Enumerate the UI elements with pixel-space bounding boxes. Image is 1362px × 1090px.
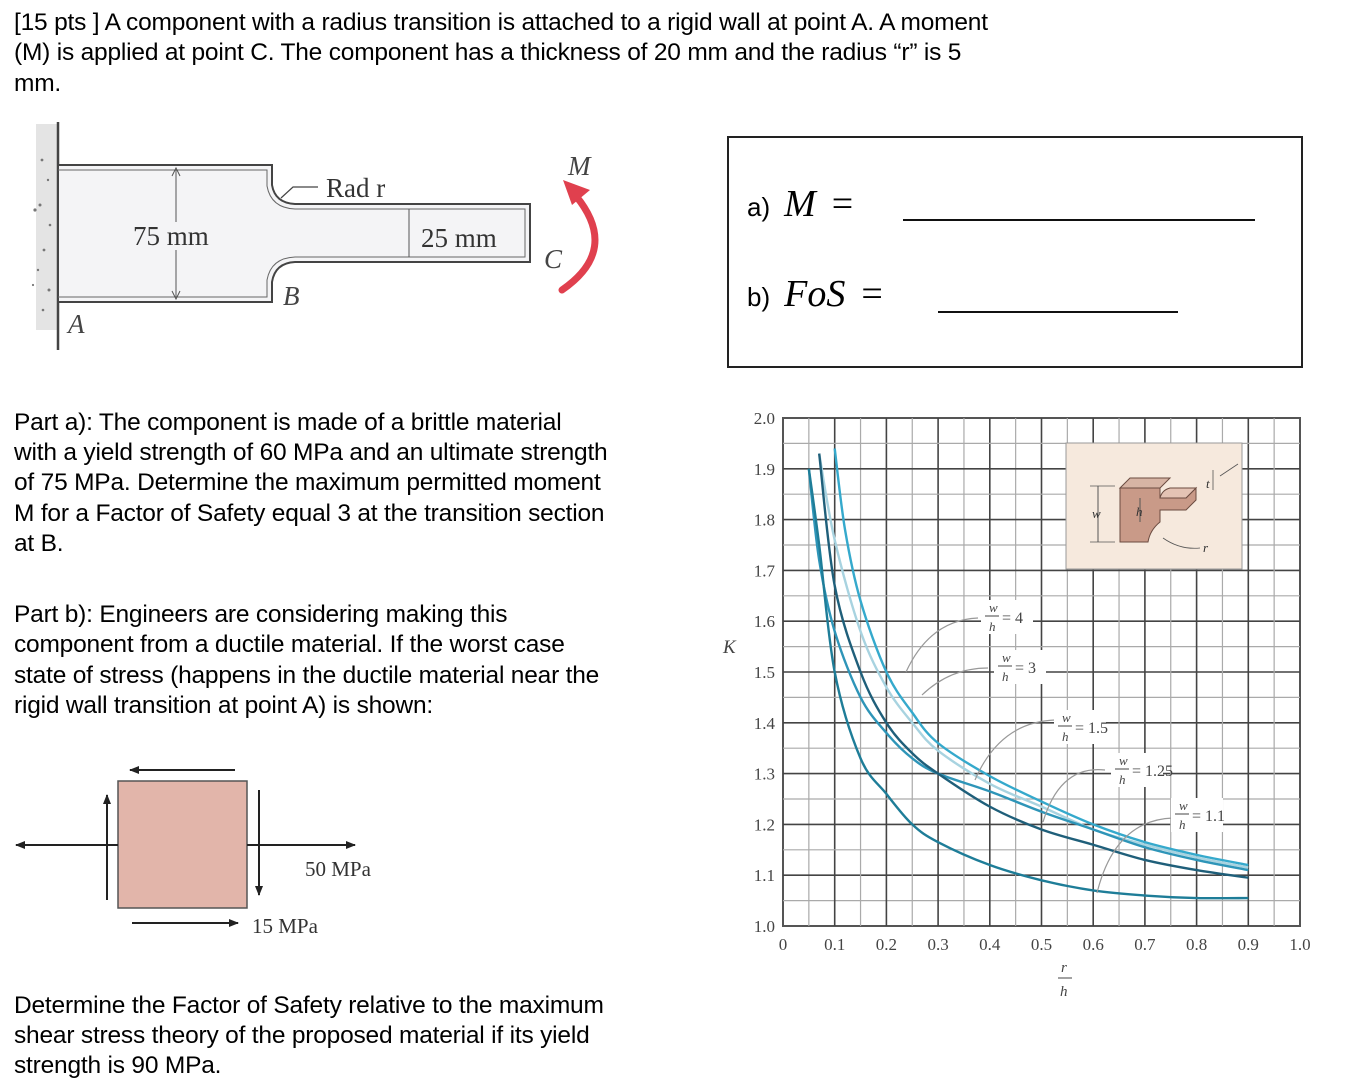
annotation-value: = 3 (1015, 660, 1037, 677)
y-tick-label: 2.0 (753, 409, 775, 428)
answer-a-blank[interactable] (903, 219, 1255, 221)
narrow-dimension-label: 25 mm (421, 223, 497, 253)
x-tick-label: 0.9 (1237, 935, 1259, 954)
y-tick-label: 1.6 (753, 612, 775, 632)
x-tick-label: 1.0 (1289, 935, 1311, 954)
annotation-h: h (1119, 772, 1126, 787)
component-diagram (0, 120, 640, 360)
y-tick-label: 1.0 (753, 917, 775, 936)
x-tick-label: 0 (778, 935, 788, 954)
annotation-w: w (1179, 798, 1188, 813)
stress-element-square (118, 781, 247, 908)
annotation-value: = 1.25 (1132, 763, 1174, 780)
x-tick-label: 0.7 (1134, 935, 1156, 954)
closing-line-2: shear stress theory of the proposed material if its yield (14, 1022, 590, 1049)
annotation-w: w (1062, 710, 1071, 725)
point-c-label: C (544, 244, 563, 274)
closing-line-1: Determine the Factor of Safety relative to the maximum (14, 992, 604, 1019)
answer-box (727, 136, 1303, 368)
annotation-h: h (1062, 729, 1069, 744)
x-axis-label-den: h (1060, 984, 1068, 1000)
x-axis-label-num: r (1061, 960, 1067, 976)
answer-a-label: a) (747, 192, 771, 222)
inset-t-label: t (1206, 476, 1210, 491)
wide-dimension-label: 75 mm (133, 221, 209, 251)
problem-header-line-1: [15 pts ] A component with a radius transition is attached to a rigid wall at point A. A moment (14, 9, 988, 36)
y-tick-label: 1.3 (753, 764, 775, 784)
inset-r-label: r (1203, 540, 1209, 555)
annotation-value: = 1.5 (1075, 720, 1109, 737)
radius-label: Rad r (326, 173, 386, 203)
y-tick-label: 1.4 (753, 713, 775, 733)
answer-b-symbol: FoS (784, 273, 846, 315)
part-a-line-3: of 75 MPa. Determine the maximum permitted moment (14, 469, 601, 496)
problem-header-line-3: mm. (14, 70, 62, 97)
y-tick-label: 1.7 (753, 561, 775, 581)
y-tick-label: 1.1 (753, 866, 775, 886)
x-tick-label: 0.8 (1185, 935, 1208, 954)
chart-inset-figure (1066, 443, 1242, 569)
annotation-w: w (1002, 650, 1011, 665)
part-b-line-2: component from a ductile material. If the worst case (14, 631, 565, 658)
closing-line-3: strength is 90 MPa. (14, 1052, 222, 1079)
y-tick-label: 1.2 (753, 815, 775, 835)
problem-header-line-2: (M) is applied at point C. The component has a thickness of 20 mm and the radius “r” is 5 (14, 39, 962, 66)
x-tick-label: 0.3 (927, 935, 949, 954)
normal-stress-label: 50 MPa (305, 857, 371, 881)
y-tick-label: 1.5 (753, 663, 775, 682)
x-tick-label: 0.2 (875, 935, 898, 954)
moment-label: M (568, 151, 591, 181)
part-a-line-2: with a yield strength of 60 MPa and an ultimate strength (14, 439, 608, 466)
annotation-h: h (989, 619, 996, 634)
shear-stress-label: 15 MPa (252, 914, 318, 938)
part-b-line-1: Part b): Engineers are considering making this (14, 601, 508, 628)
x-tick-label: 0.6 (1082, 935, 1104, 954)
y-tick-label: 1.8 (753, 510, 775, 530)
part-b-line-3: state of stress (happens in the ductile material near the (14, 662, 600, 689)
answer-a-equals: = (831, 183, 854, 225)
answer-row-a (747, 182, 853, 226)
annotation-value: = 4 (1002, 610, 1024, 627)
part-a-line-1: Part a): The component is made of a brittle material (14, 409, 562, 436)
inset-w-label: w (1092, 506, 1101, 521)
y-axis-label: K (723, 637, 736, 658)
answer-row-b (747, 272, 883, 316)
annotation-w: w (989, 600, 998, 615)
answer-b-label: b) (747, 282, 771, 312)
y-tick-label: 1.9 (753, 459, 775, 479)
point-a-label: A (68, 309, 85, 339)
x-tick-label: 0.5 (1030, 935, 1053, 954)
part-a-line-4: M for a Factor of Safety equal 3 at the transition section (14, 500, 605, 527)
inset-h-label: h (1136, 504, 1143, 519)
annotation-w: w (1119, 753, 1128, 768)
stress-concentration-chart (720, 400, 1360, 1020)
answer-b-blank[interactable] (938, 311, 1178, 313)
stress-element-diagram (0, 750, 400, 960)
x-tick-label: 0.4 (979, 935, 1001, 954)
point-b-label: B (283, 281, 300, 311)
moment-arrow-icon (562, 180, 595, 290)
answer-a-symbol: M (784, 183, 816, 225)
answer-b-equals: = (861, 273, 883, 315)
x-tick-label: 0.1 (824, 935, 846, 954)
annotation-value: = 1.1 (1192, 808, 1226, 825)
part-a-line-5: at B. (14, 530, 64, 557)
annotation-h: h (1002, 669, 1009, 684)
annotation-h: h (1179, 817, 1186, 832)
part-b-line-4: rigid wall transition at point A) is shown: (14, 692, 433, 719)
